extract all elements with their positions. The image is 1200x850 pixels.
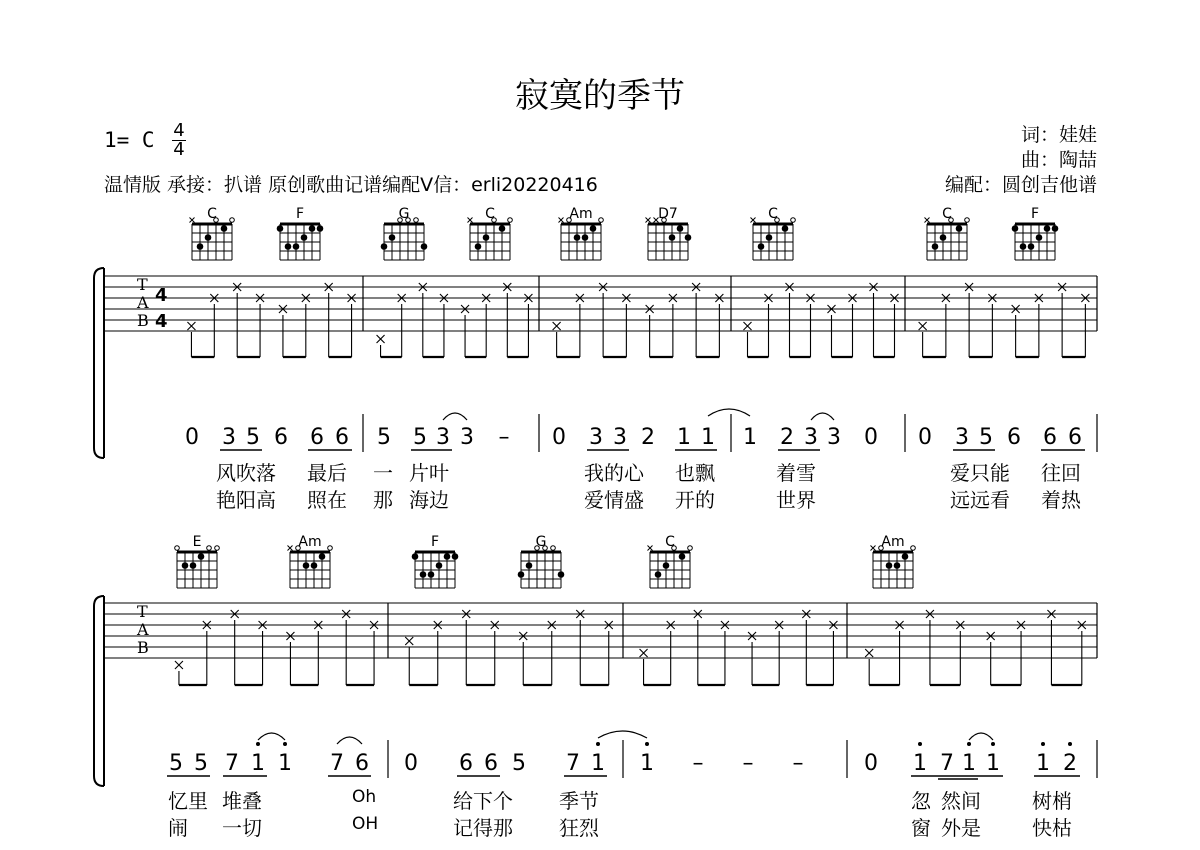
- lyric-s1-l1-i: 往回: [1041, 461, 1081, 485]
- jianpu-tie: [598, 731, 647, 738]
- chord-dot: [319, 553, 326, 560]
- chord-dot: [956, 225, 963, 232]
- lyric-s2-l2-a: 闹: [168, 816, 188, 840]
- chord-dot: [758, 243, 765, 250]
- jianpu-note: 3: [436, 425, 450, 450]
- system1-barlines: [363, 276, 1097, 331]
- chord-mute: [190, 218, 195, 223]
- jianpu-dot-high: [283, 742, 287, 746]
- jianpu-note: 1: [1036, 751, 1050, 776]
- jianpu-note: 6: [355, 751, 369, 776]
- chord-name: F: [295, 206, 305, 222]
- chord-open: [911, 546, 916, 551]
- jianpu-note: 1: [251, 751, 265, 776]
- jianpu-note: 3: [613, 425, 627, 450]
- composer: 曲：陶喆: [1020, 149, 1097, 171]
- jianpu-note: 7: [566, 751, 580, 776]
- chord-dot: [526, 562, 533, 569]
- lyric-s2-l2-c: 记得那: [453, 816, 513, 840]
- jianpu-note: 1: [743, 425, 757, 450]
- jianpu-note: 6: [1068, 425, 1082, 450]
- tab-x-mark: [187, 322, 195, 330]
- chord-name: G: [535, 534, 547, 550]
- lyric-s1-l2-b: 照在: [307, 488, 347, 512]
- jianpu-note: –: [742, 751, 754, 776]
- chord-diagram-f: [1012, 206, 1059, 260]
- chord-dot: [311, 562, 318, 569]
- jianpu-note: –: [498, 425, 510, 450]
- lyric-s2-l1-g: 树梢: [1032, 789, 1072, 813]
- jianpu-note: 1: [962, 751, 976, 776]
- song-title: 寂寞的季节: [515, 76, 685, 116]
- jianpu-note: 3: [222, 425, 236, 450]
- chord-diagram-e: [175, 534, 220, 588]
- jianpu-note: 3: [804, 425, 818, 450]
- jianpu-dot-high: [1041, 742, 1045, 746]
- arranger: 编配：圆创吉他谱: [944, 174, 1097, 196]
- chord-name: C: [665, 534, 675, 550]
- chord-dot: [205, 234, 212, 241]
- chord-dot: [655, 571, 662, 578]
- chord-dot: [436, 562, 443, 569]
- jianpu-dot-high: [645, 742, 649, 746]
- jianpu-note: 6: [1043, 425, 1057, 450]
- chord-dot: [301, 234, 308, 241]
- chord-dot: [428, 571, 435, 578]
- chord-dot: [886, 562, 893, 569]
- tab-x-mark: [175, 661, 183, 669]
- jianpu-tie: [258, 733, 285, 740]
- lyric-s1-l2-d: 海边: [409, 488, 449, 512]
- tab-clef: [137, 276, 149, 330]
- tab-time-bottom: 4: [155, 311, 168, 332]
- chord-name: Am: [569, 206, 593, 222]
- jianpu-dot-high: [967, 742, 971, 746]
- lyric-s1-l2-i: 着热: [1041, 488, 1081, 512]
- chord-dot: [412, 553, 419, 560]
- lyric-s2-l1-a: 忆里: [168, 789, 208, 813]
- chord-mute: [559, 218, 564, 223]
- chord-dot: [499, 225, 506, 232]
- chord-dot: [518, 571, 525, 578]
- lyric-s2-l2-e: 窗: [911, 816, 931, 840]
- chord-diagram-f: [412, 534, 459, 588]
- chord-diagram-d7: [646, 206, 692, 260]
- chord-name: F: [430, 534, 440, 550]
- tab-x-mark: [919, 322, 927, 330]
- tab-x-mark: [865, 649, 873, 657]
- chord-diagram-g: [381, 206, 428, 260]
- jianpu-tie: [969, 733, 993, 740]
- chord-diagrams: [175, 206, 1059, 588]
- jianpu-note: 5: [512, 751, 526, 776]
- chord-open: [965, 218, 970, 223]
- key-signature: 1= C: [104, 128, 155, 152]
- lyric-s1-l2-h: 远远看: [950, 488, 1010, 512]
- chord-mute: [288, 546, 293, 551]
- lyric-s2-l1-c: 给下个: [453, 789, 513, 813]
- chord-dot: [940, 234, 947, 241]
- jianpu-note: 6: [1007, 425, 1021, 450]
- chord-name: C: [485, 206, 495, 222]
- system1-bracket: [94, 268, 104, 458]
- lyric-s1-l1-e: 我的心: [584, 461, 644, 485]
- tab-x-mark: [640, 649, 648, 657]
- chord-open: [551, 546, 556, 551]
- jianpu-note: 6: [459, 751, 473, 776]
- chord-name: C: [768, 206, 778, 222]
- chord-open: [688, 546, 693, 551]
- time-signature-top: 4: [173, 120, 185, 141]
- chord-name: G: [398, 206, 410, 222]
- chord-open: [175, 546, 180, 551]
- jianpu-note: 2: [780, 425, 794, 450]
- lyric-s2-oh: Oh: [352, 787, 377, 807]
- chord-dot: [902, 553, 909, 560]
- chord-mute: [925, 218, 930, 223]
- chord-dot: [475, 243, 482, 250]
- lyric-s2-l2-d: 狂烈: [559, 816, 599, 840]
- lyric-s1-l2-c: 那: [373, 488, 393, 512]
- tab-clef-2: [137, 603, 149, 657]
- jianpu-tie: [708, 409, 750, 416]
- lyric-s2-l1-b: 堆叠: [222, 789, 262, 813]
- jianpu-note: 3: [955, 425, 969, 450]
- jianpu-note: 7: [225, 751, 239, 776]
- jianpu-note: 6: [335, 425, 349, 450]
- chord-dot: [782, 225, 789, 232]
- tab-letter-b: B: [137, 638, 149, 657]
- chord-dot: [381, 243, 388, 250]
- chord-diagram-c: [751, 206, 796, 260]
- chord-open: [599, 218, 604, 223]
- jianpu-note: 1: [640, 751, 654, 776]
- jianpu-note: 6: [484, 751, 498, 776]
- lyric-s1-l1-c: 一: [373, 461, 393, 485]
- jianpu-note: 5: [194, 751, 208, 776]
- chord-dot: [677, 225, 684, 232]
- chord-open: [328, 546, 333, 551]
- lyric-s1-l1-f: 也飘: [675, 461, 715, 485]
- tab-x-mark: [553, 322, 561, 330]
- jianpu-note: 6: [274, 425, 288, 450]
- chord-dot: [221, 225, 228, 232]
- chord-open: [414, 218, 419, 223]
- time-signature-bottom: 4: [173, 139, 185, 160]
- chord-dot: [766, 234, 773, 241]
- chord-dot: [421, 243, 428, 250]
- jianpu-dot-high: [596, 742, 600, 746]
- jianpu-note: 5: [979, 425, 993, 450]
- chord-dot: [663, 562, 670, 569]
- tab-x-mark: [744, 322, 752, 330]
- jianpu-note: 2: [1063, 751, 1077, 776]
- chord-dot: [574, 234, 581, 241]
- chord-dot: [685, 234, 692, 241]
- chord-mute: [751, 218, 756, 223]
- chord-dot: [1052, 225, 1059, 232]
- chord-dot: [444, 553, 451, 560]
- chord-dot: [558, 571, 565, 578]
- chord-dot: [1036, 234, 1043, 241]
- jianpu-note: 0: [864, 751, 878, 776]
- chord-dot: [293, 243, 300, 250]
- jianpu-note: 5: [377, 425, 391, 450]
- jianpu-note: 0: [918, 425, 932, 450]
- chord-dot: [198, 553, 205, 560]
- chord-dot: [197, 243, 204, 250]
- chord-dot: [590, 225, 597, 232]
- lyric-s2-l1-f: 然间: [941, 789, 981, 813]
- chord-dot: [182, 562, 189, 569]
- lyric-s2-l2-g: 快枯: [1032, 816, 1072, 840]
- chord-dot: [190, 562, 197, 569]
- lyric-s2-oh2: OH: [352, 814, 379, 834]
- jianpu-note: 1: [278, 751, 292, 776]
- jianpu-note: 5: [246, 425, 260, 450]
- lyric-s2-l2-f: 外是: [941, 816, 981, 840]
- tab-letter-a: A: [137, 293, 149, 312]
- jianpu-note: 3: [827, 425, 841, 450]
- chord-dot: [420, 571, 427, 578]
- chord-mute: [871, 546, 876, 551]
- lyric-s1-l1-h: 爱只能: [950, 461, 1010, 485]
- jianpu-note: 7: [940, 751, 954, 776]
- chord-dot: [452, 553, 459, 560]
- chord-name: C: [942, 206, 952, 222]
- chord-diagram-g: [518, 534, 565, 588]
- chord-dot: [309, 225, 316, 232]
- chord-diagram-c: [925, 206, 970, 260]
- jianpu-tie: [811, 413, 834, 420]
- chord-dot: [303, 562, 310, 569]
- chord-open: [207, 546, 212, 551]
- lyric-s1-l1-g: 着雪: [776, 461, 816, 485]
- jianpu-tie: [337, 737, 362, 744]
- jianpu-note: 3: [589, 425, 603, 450]
- tab-letter-b: B: [137, 311, 149, 330]
- lyric-s1-l2-g: 世界: [776, 488, 816, 512]
- chord-dot: [894, 562, 901, 569]
- jianpu-note: 0: [864, 425, 878, 450]
- lyric-s1-l1-b: 最后: [307, 461, 347, 485]
- chord-mute: [468, 218, 473, 223]
- tab-letter-t: T: [137, 275, 148, 294]
- lyric-s1-l2-f: 开的: [675, 488, 715, 512]
- jianpu-note: 0: [552, 425, 566, 450]
- chord-dot: [483, 234, 490, 241]
- lyric-s2-l1-e: 忽: [911, 789, 931, 813]
- tab-letter-t: T: [137, 602, 148, 621]
- tab-time-signature: [155, 283, 168, 335]
- chord-dot: [582, 234, 589, 241]
- jianpu-tie: [443, 413, 467, 420]
- tab-letter-a: A: [137, 620, 149, 639]
- lyric-s1-l1-a: 风吹落: [216, 461, 276, 485]
- version-line: 温情版 承接：扒谱 原创歌曲记谱编配V信：erli20220416: [104, 174, 598, 196]
- chord-name: Am: [881, 534, 905, 550]
- chord-dot: [1044, 225, 1051, 232]
- jianpu-dot-high: [1068, 742, 1072, 746]
- chord-name: E: [192, 534, 202, 550]
- system2-tab-lines: [104, 603, 1097, 658]
- lyric-s1-l1-d: 片叶: [409, 461, 449, 485]
- chord-open: [215, 546, 220, 551]
- jianpu-note: 1: [591, 751, 605, 776]
- jianpu-note: 2: [641, 425, 655, 450]
- chord-dot: [389, 234, 396, 241]
- jianpu-dot-high: [918, 742, 922, 746]
- chord-dot: [1020, 243, 1027, 250]
- chord-name: F: [1030, 206, 1040, 222]
- chord-name: D7: [658, 206, 678, 222]
- chord-dot: [277, 225, 284, 232]
- chord-open: [508, 218, 513, 223]
- lyric-s2-l1-d: 季节: [559, 789, 599, 813]
- tab-x-mark: [405, 637, 413, 645]
- chord-open: [791, 218, 796, 223]
- chord-dot: [669, 234, 676, 241]
- lyric-s1-l2-a: 艳阳高: [216, 488, 276, 512]
- jianpu-note: 1: [677, 425, 691, 450]
- chord-mute: [648, 546, 653, 551]
- chord-diagram-am: [288, 534, 333, 588]
- lyric-s1-l2-e: 爱情盛: [584, 488, 644, 512]
- jianpu-note: 0: [185, 425, 199, 450]
- chord-name: Am: [298, 534, 322, 550]
- chord-dot: [679, 553, 686, 560]
- jianpu-note: 5: [413, 425, 427, 450]
- lyric-s2-l2-b: 一切: [222, 816, 262, 840]
- chord-diagram-am: [559, 206, 604, 260]
- jianpu-dot-high: [256, 742, 260, 746]
- tab-time-top: 4: [155, 285, 168, 306]
- lyricist: 词：娃娃: [1020, 124, 1097, 146]
- chord-diagram-am: [871, 534, 916, 588]
- jianpu-note: –: [792, 751, 804, 776]
- chord-open: [230, 218, 235, 223]
- chord-dot: [317, 225, 324, 232]
- jianpu-note: 5: [169, 751, 183, 776]
- chord-diagram-c: [648, 534, 693, 588]
- chord-diagram-f: [277, 206, 324, 260]
- jianpu-note: 7: [330, 751, 344, 776]
- system2-bracket: [94, 596, 104, 786]
- chord-dot: [285, 243, 292, 250]
- chord-name: C: [207, 206, 217, 222]
- jianpu-note: –: [692, 751, 704, 776]
- tab-x-mark: [377, 335, 385, 343]
- chord-diagram-c: [190, 206, 235, 260]
- chord-dot: [932, 243, 939, 250]
- chord-diagram-c: [468, 206, 513, 260]
- jianpu-note: 6: [310, 425, 324, 450]
- chord-dot: [1012, 225, 1019, 232]
- jianpu-dot-high: [991, 742, 995, 746]
- jianpu-note: 1: [701, 425, 715, 450]
- chord-mute: [646, 218, 651, 223]
- jianpu-note: 1: [913, 751, 927, 776]
- jianpu-note: 0: [404, 751, 418, 776]
- jianpu-note: 1: [986, 751, 1000, 776]
- chord-dot: [1028, 243, 1035, 250]
- jianpu-note: 3: [460, 425, 474, 450]
